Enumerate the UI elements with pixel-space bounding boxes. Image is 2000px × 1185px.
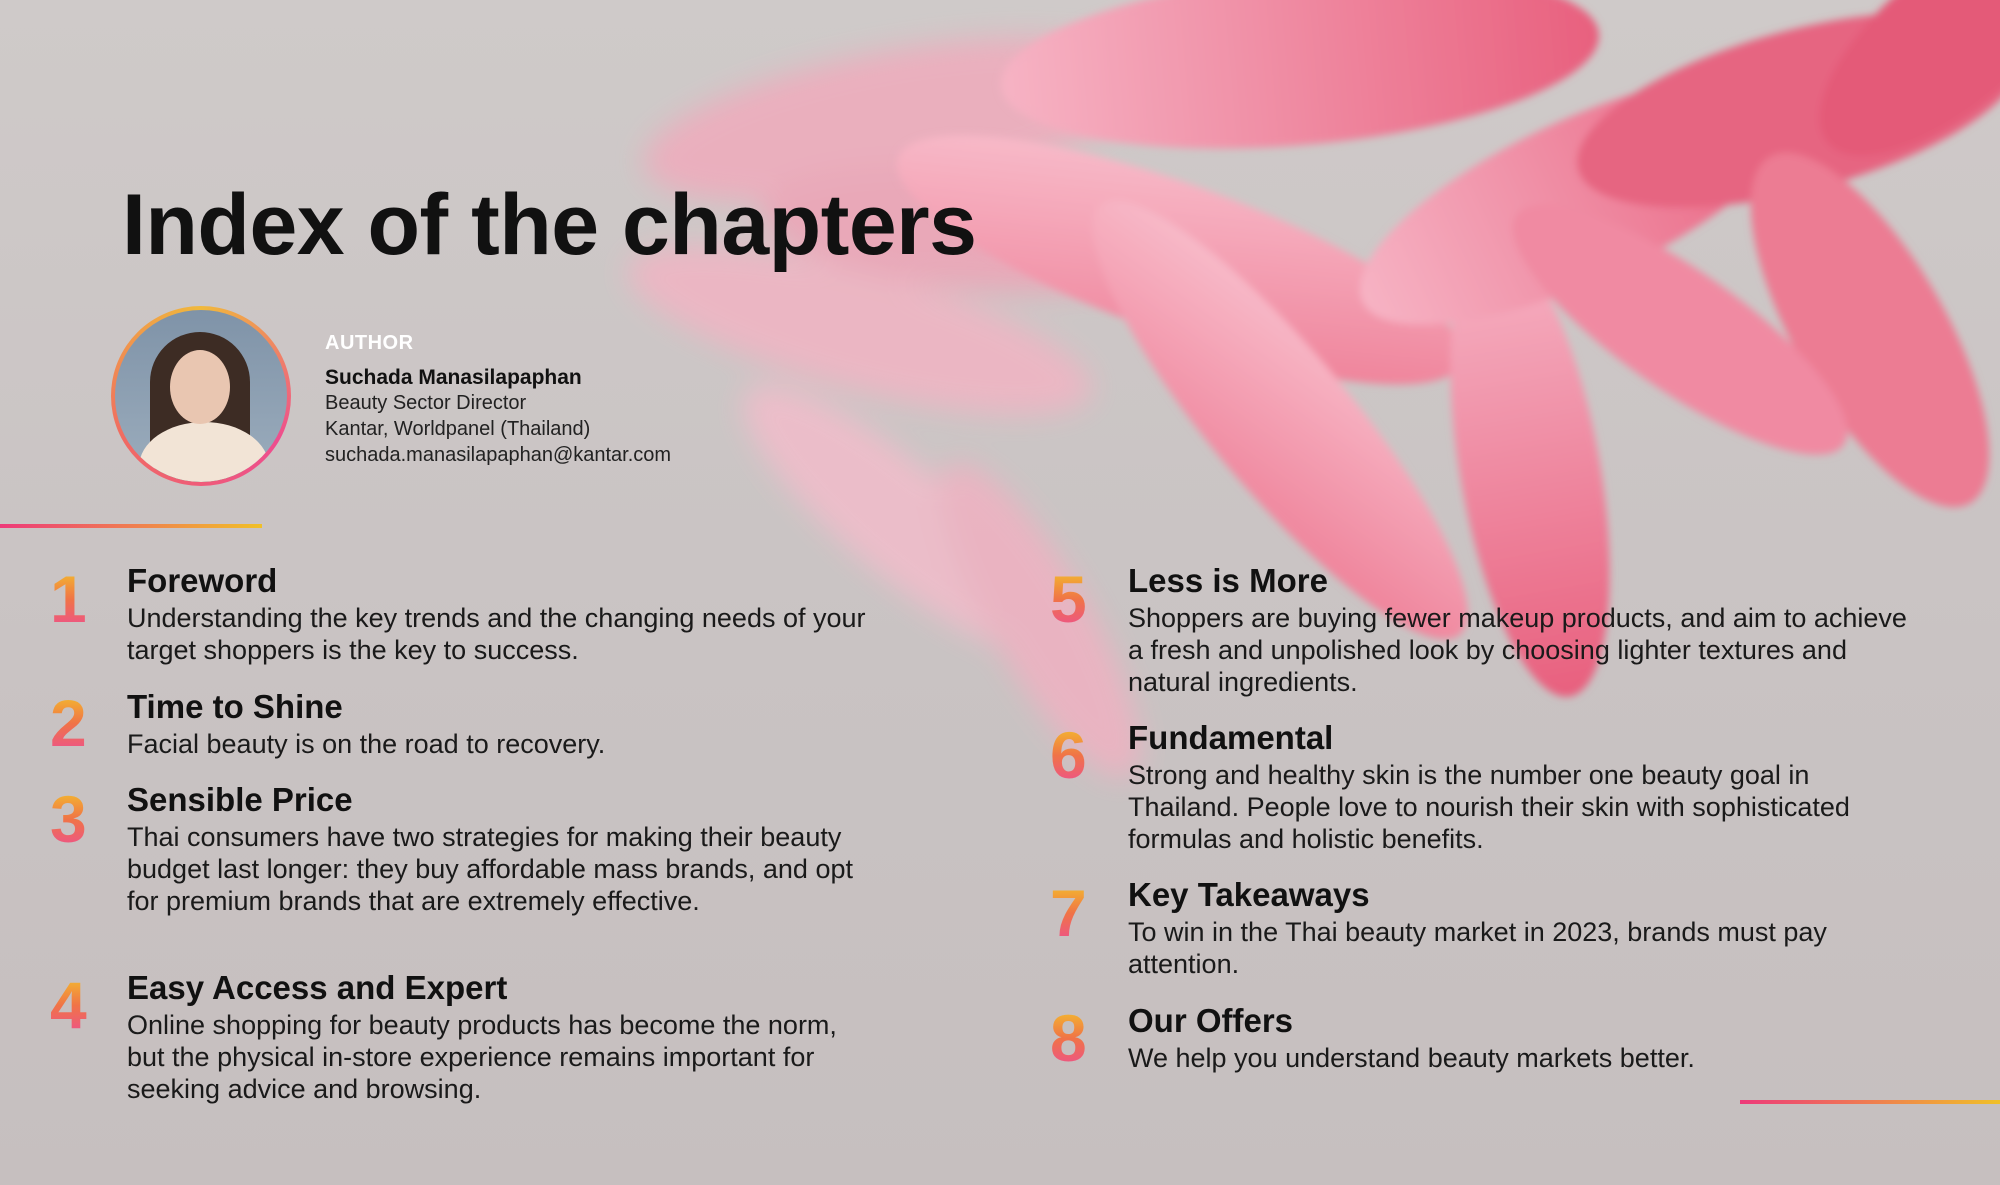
chapter-description: Understanding the key trends and the changing needs of your target shoppers is the key to success. [127, 603, 866, 665]
author-photo [115, 310, 287, 482]
chapter-number: 4 [50, 968, 87, 1042]
chapter-number: 3 [50, 782, 87, 856]
author-name: Suchada Manasilapaphan [325, 366, 582, 389]
chapter-number: 8 [1050, 1001, 1087, 1075]
chapter-title: Key Takeaways [1128, 876, 1370, 913]
chapter-description: Online shopping for beauty products has become the norm, but the physical in-store experience remains important for seeking advice and browsing. [127, 1010, 837, 1104]
chapter-description: Thai consumers have two strategies for making their beauty budget last longer: they buy affordable mass brands, and opt for premium brands that are extremely effective. [127, 822, 853, 916]
chapter-title: Our Offers [1128, 1002, 1294, 1039]
author-role: Beauty Sector Director [325, 392, 527, 414]
chapter-title: Less is More [1128, 562, 1328, 599]
chapter-description: To win in the Thai beauty market in 2023, brands must pay attention. [1128, 917, 1827, 979]
chapter-title: Fundamental [1128, 719, 1334, 756]
chapter-title: Sensible Price [127, 781, 353, 818]
chapter-description: Strong and healthy skin is the number one beauty goal in Thailand. People love to nourish their skin with sophisticated formulas and holistic benefits. [1128, 760, 1850, 854]
author-email[interactable]: suchada.manasilapaphan@kantar.com [325, 444, 672, 466]
chapter-number: 1 [50, 562, 87, 636]
author-company: Kantar, Worldpanel (Thailand) [325, 418, 591, 440]
chapter-number: 5 [1050, 562, 1087, 636]
author-avatar [111, 306, 291, 486]
chapter-description: We help you understand beauty markets better. [1128, 1043, 1695, 1073]
chapter-description: Shoppers are buying fewer makeup products, and aim to achieve a fresh and unpolished look by choosing lighter textures and natural ingredients. [1128, 603, 1907, 697]
author-label: AUTHOR [325, 332, 414, 354]
chapter-number: 6 [1050, 718, 1087, 792]
chapter-title: Foreword [127, 562, 278, 599]
chapter-number: 7 [1050, 876, 1087, 950]
page-title: Index of the chapters [122, 177, 977, 273]
chapter-title: Time to Shine [127, 688, 343, 725]
accent-divider-top [0, 524, 262, 528]
accent-divider-bottom [1740, 1100, 2000, 1104]
chapter-number: 2 [50, 686, 87, 760]
chapter-title: Easy Access and Expert [127, 969, 508, 1006]
chapter-description: Facial beauty is on the road to recovery. [127, 729, 606, 759]
